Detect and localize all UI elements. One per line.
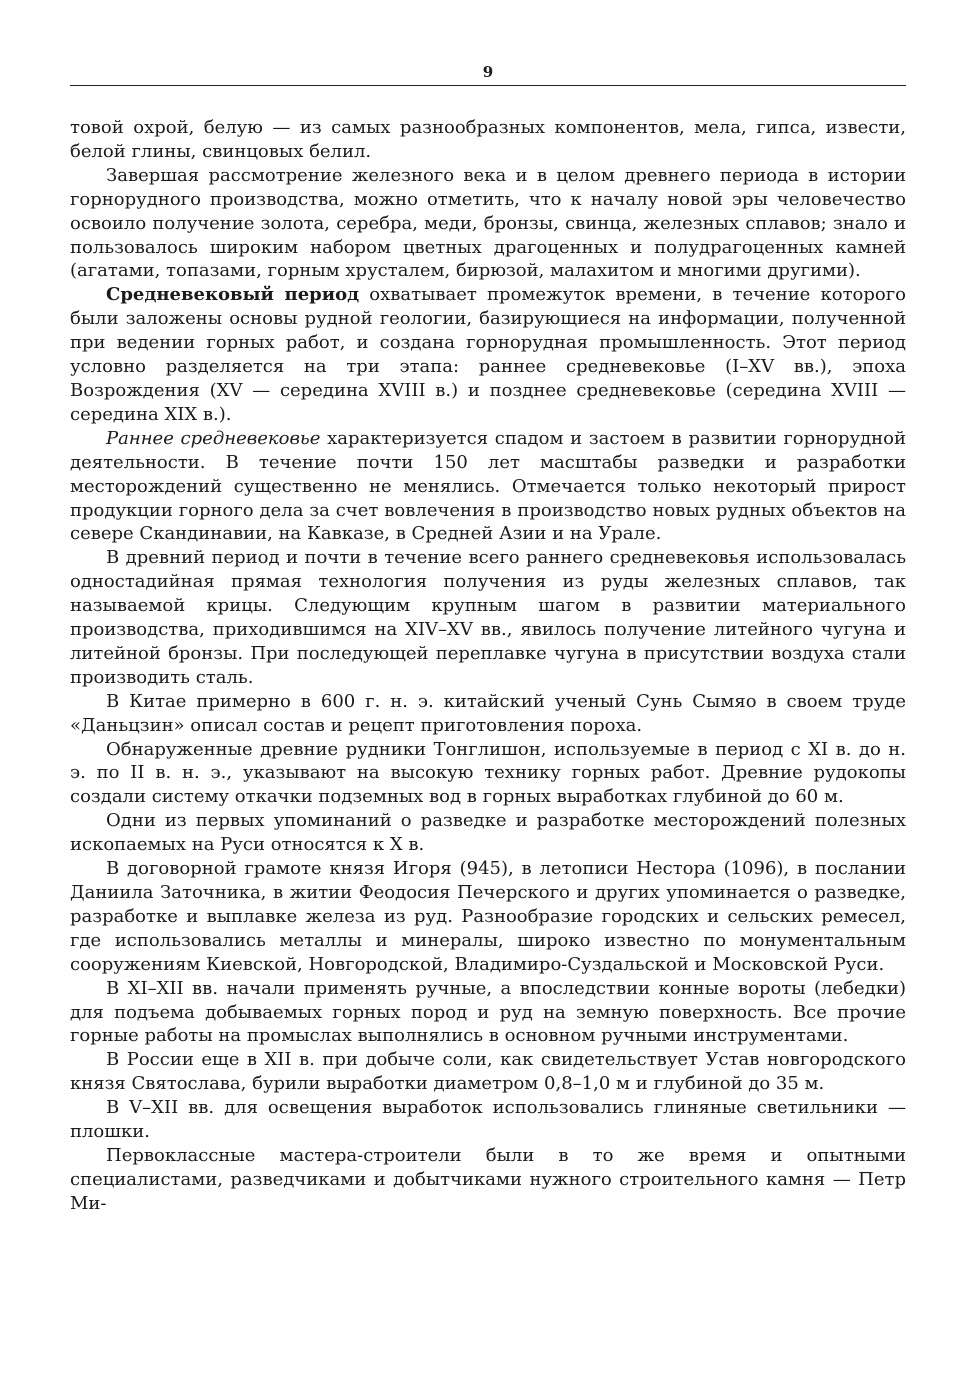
page-body [70, 116, 906, 1216]
page-number: 9 [482, 63, 494, 81]
paragraph-10: В XI–XII вв. начали применять ручные, а впоследствии конные вороты (лебедки) для подъема добываемых горных пород и руд на земную поверхность. Все прочие горные работы на промыслах выполнялись в основном ручными инструментами. [70, 977, 906, 1047]
paragraph-3-text: охватывает промежуток времени, в течение которого были заложены основы рудной геологии, базирующиеся на информации, полученной при ведении горных работ, и создана горнорудная промышленность. Этот период условно разделяется на три этапа: раннее средневековье (I–XV вв.), эпоха Возрождения (XV — середина XVIII в.) и позднее средневековье (середина XVIII — середина XIX в.). [70, 284, 907, 425]
paragraph-2: Завершая рассмотрение железного века и в целом древнего периода в истории горнорудного производства, можно отметить, что к началу новой эры человечество освоило получение золота, серебра, меди, бронзы, свинца, железных сплавов; знало и пользовалось широким набором цветных драгоценных и полудрагоценных камней (агатами, топазами, горным хрусталем, бирюзой, малахитом и многими другими). [70, 164, 906, 282]
paragraph-6: В Китае примерно в 600 г. н. э. китайский ученый Сунь Сымяо в своем труде «Даньцзин» описал состав и рецепт приготовления пороха. [70, 690, 906, 736]
paragraph-8: Одни из первых упоминаний о разведке и разработке месторождений полезных ископаемых на Руси относятся к X в. [70, 810, 906, 856]
term-early-middle-ages: Раннее средневековье [106, 427, 321, 449]
term-medieval-period: Средневековый период [106, 284, 360, 306]
paragraph-9: В договорной грамоте князя Игоря (945), в летописи Нестора (1096), в послании Даниила Заточника, в житии Феодосия Печерского и других упоминается о разведке, разработке и выплавке железа из руд. Разнообразие городских и сельских ремесел, где использовались металлы и минералы, широко известно по монументальным сооружениям Киевской, Новгородской, Владимиро-Суздальской и Московской Руси. [70, 858, 906, 975]
paragraph-4-text: характеризуется спадом и застоем в развитии горнорудной деятельности. В течение почти 150 лет масштабы разведки и разработки месторождений существенно не менялись. Отмечается только некоторый прирост продукции горного дела за счет вовлечения в производство новых рудных объектов на севере Скандинавии, на Кавказе, в Средней Азии и на Урале. [70, 427, 906, 545]
paragraph-11: В России еще в XII в. при добыче соли, как свидетельствует Устав новгородского князя Святослава, бурили выработки диаметром 0,8–1,0 м и глубиной до 35 м. [70, 1049, 906, 1095]
header-rule [70, 85, 906, 86]
paragraph-3 [70, 283, 906, 426]
paragraph-4 [70, 427, 906, 547]
paragraph-1: товой охрой, белую — из самых разнообразных компонентов, мела, гипса, извести, белой глины, свинцовых белил. [70, 117, 906, 162]
paragraph-7: Обнаруженные древние рудники Тонглишон, используемые в период с XI в. до н. э. по II в. н. э., указывают на высокую технику горных работ. Древние рудокопы создали систему откачки подземных вод в горных выработках глубиной до 60 м. [70, 738, 906, 808]
paragraph-5: В древний период и почти в течение всего раннего средневековья использовалась одностадийная прямая технология получения из руды железных сплавов, так называемой крицы. Следующим крупным шагом в развитии материального производства, приходившимся на XIV–XV вв., явилось получение литейного чугуна и литейной бронзы. При последующей переплавке чугуна в присутствии воздуха стали производить сталь. [70, 547, 906, 688]
paragraph-12: В V–XII вв. для освещения выработок использовались глиняные светильники — плошки. [70, 1097, 906, 1143]
paragraph-13: Первоклассные мастера-строители были в то же время и опытными специалистами, разведчиками и добытчиками нужного строительного камня — Петр Ми- [70, 1144, 906, 1214]
